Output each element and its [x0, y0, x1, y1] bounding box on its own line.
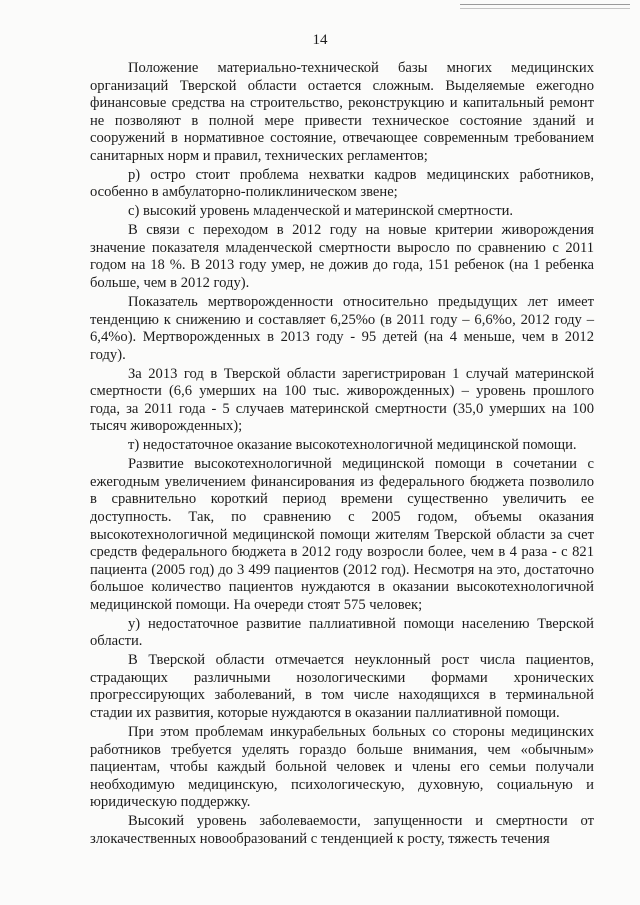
paragraph-chronic-patients: В Тверской области отмечается неуклонный рост числа пациентов, страдающих различными нозологическими формами хронических прогрессирующих заболеваний, в том числе находящихся в терминальной стадии их развития, которые нуждаются в оказании паллиативной помощи. — [90, 652, 594, 722]
paragraph-hightech-development: Развитие высокотехнологичной медицинской помощи в сочетании с ежегодным увеличением финансирования из федерального бюджета позволило в сравнительно короткий период времени существенно увеличить ее доступность. Так, по сравнению с 2005 годом, объемы оказания высокотехнологичной медицинской помощи жителям Тверской области за счет средств федерального бюджета в 2012 году возросли более, чем в 4 раза - с 821 пациента (2005 год) до 3 499 пациентов (2012 год). Несмотря на это, достаточно большое количество пациентов нуждаются в оказании высокотехнологичной медицинской помощи. На очереди стоят 575 человек; — [90, 456, 594, 613]
paragraph-staff-shortage: р) остро стоит проблема нехватки кадров медицинских работников, особенно в амбулаторно-поликлиническом звене; — [90, 166, 594, 201]
paragraph-maternal-mortality: За 2013 год в Тверской области зарегистрирован 1 случай материнской смертности (6,6 умерших на 100 тыс. живорожденных) – уровень прошлого года, за 2011 года - 5 случаев материнской смертности (35,0 умерших на 100 тысяч живорожденных); — [90, 365, 594, 435]
scan-edge-mark — [460, 4, 630, 9]
body-text — [90, 60, 594, 848]
paragraph-palliative-heading: у) недостаточное развитие паллиативной помощи населению Тверской области. — [90, 615, 594, 650]
paragraph-stillbirth: Показатель мертворожденности относительно предыдущих лет имеет тенденцию к снижению и составляет 6,25%о (в 2011 году – 6,6%о, 2012 году – 6,4%о). Мертворожденных в 2013 году - 95 детей (на 4 меньше, чем в 2012 году). — [90, 293, 594, 363]
paragraph-infant-mortality: В связи с переходом в 2012 году на новые критерии живорождения значение показателя младенческой смертности выросло по сравнению с 2011 годом на 18 %. В 2013 году умер, не дожив до года, 151 ребенок (на 1 ребенка больше, чем в 2012 году). — [90, 222, 594, 292]
paragraph-oncology: Высокий уровень заболеваемости, запущенности и смертности от злокачественных новообразований с тенденцией к росту, тяжесть течения — [90, 813, 594, 847]
paragraph-hightech-heading: т) недостаточное оказание высокотехнологичной медицинской помощи. — [128, 437, 577, 454]
paragraph-mortality-heading: с) высокий уровень младенческой и материнской смертности. — [128, 203, 514, 220]
paragraph-incurable-patients: При этом проблемам инкурабельных больных со стороны медицинских работников требуется уделять гораздо больше внимания, чем «обычным» пациентам, чтобы каждый больной человек и члены его семьи получали необходимую медицинскую, психологическую, духовную, социальную и юридическую поддержку. — [90, 723, 594, 811]
page-number: 14 — [312, 32, 328, 48]
paragraph-material-base: Положение материально-технической базы многих медицинских организаций Тверской области остается сложным. Выделяемые ежегодно финансовые средства на строительство, реконструкцию и капитальный ремонт не позволяют в полной мере привести техническое состояние зданий и сооружений в нормативное состояние, отвечающее современным требованием санитарных норм и правил, технических регламентов; — [90, 60, 594, 164]
